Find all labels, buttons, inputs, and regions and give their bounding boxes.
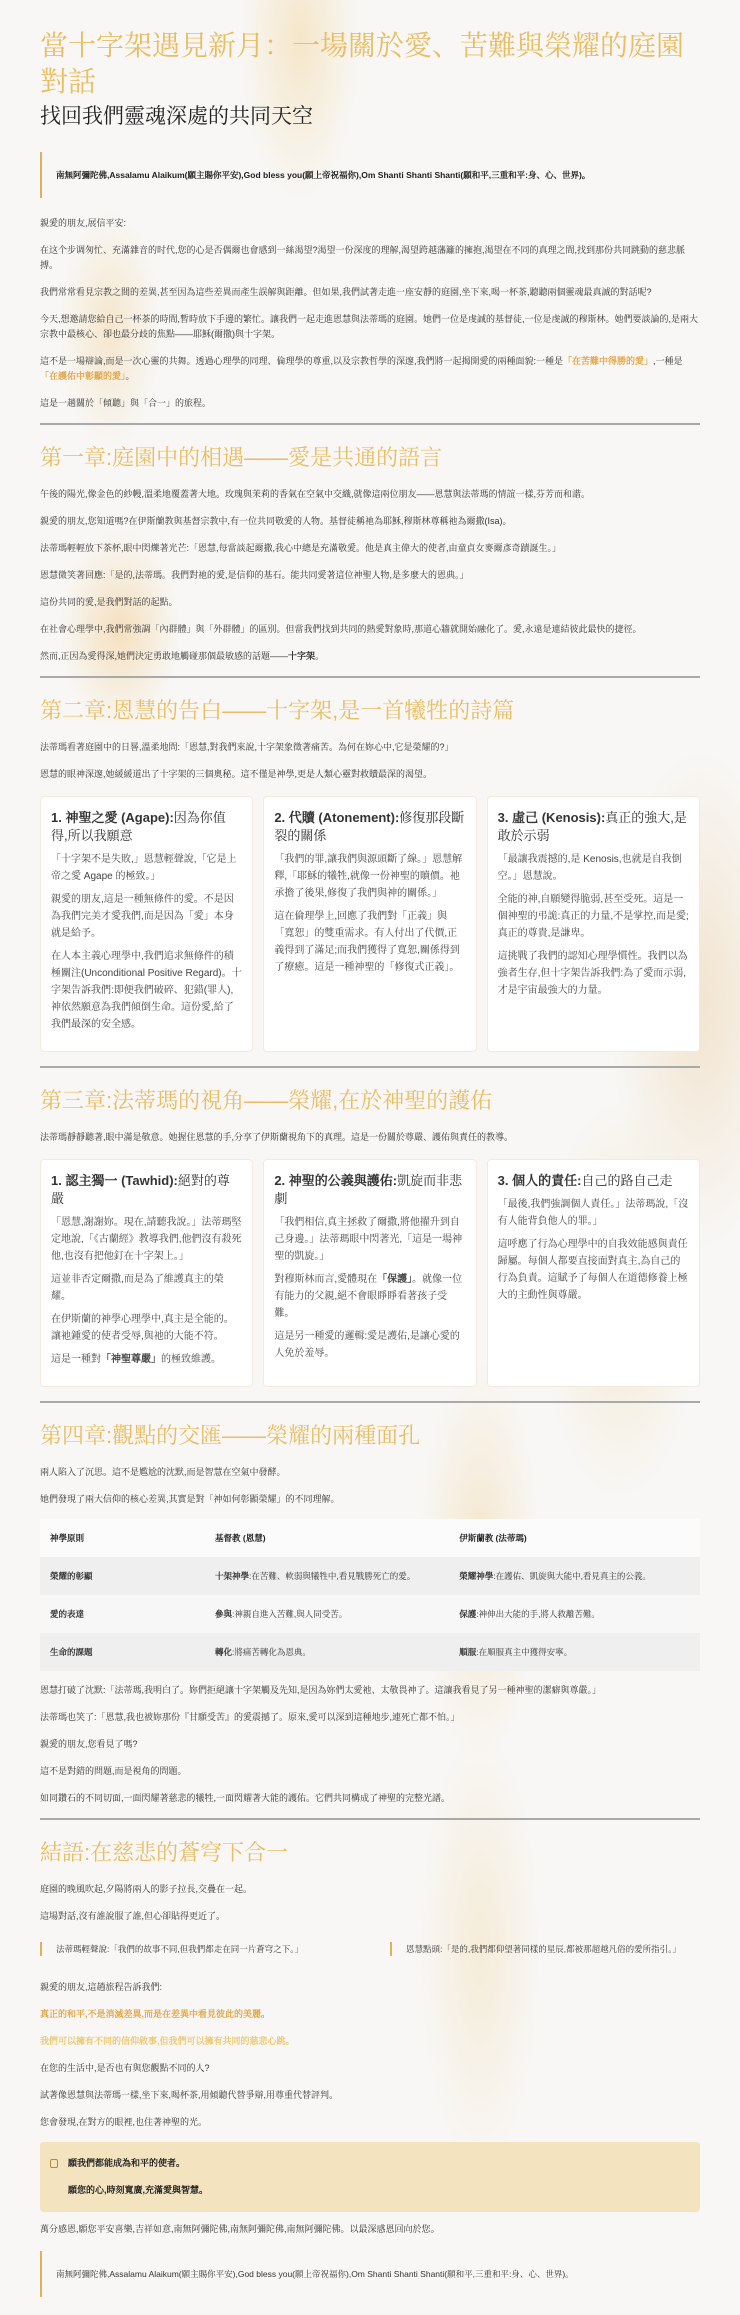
islam-cell [449,1633,700,1671]
card-paragraph [274,1271,465,1322]
card-paragraph: 「恩慧,謝謝妳。現在,請聽我說。」法蒂瑪堅定地說,「《古蘭經》教導我們,他們沒有殺死他,也沒有把他釘在十字架上。」 [51,1217,242,1262]
paragraph: 今天,想邀請您給自己一杯茶的時間,暫時放下手邊的繁忙。讓我們一起走進恩慧與法蒂瑪的庭園。她們一位是虔誠的基督徒,一位是虔誠的穆斯林。她們要談論的,是兩大宗教中最核心、卻也最分歧的焦點——耶穌(爾撒)與十字架。 [40,314,699,339]
divider [40,676,700,678]
prayer-callout [40,2142,700,2212]
card-paragraph: 親愛的朋友,這是一種無條件的愛。不是因為我們完美才愛我們,而是因為「愛」本身就是給予。 [51,894,234,939]
card-group [40,796,700,1052]
text: 然而,正因為愛得深,她們決定勇敢地觸碰那個最敏感的話題—— [40,651,289,661]
paragraph: 萬分感恩,願您平安喜樂,吉祥如意,南無阿彌陀佛,南無阿彌陀佛,南無阿彌陀佛。以最深感恩回向於您。 [40,2224,440,2234]
card-atonement [263,796,476,1052]
chapter-title: 第三章:法蒂瑪的視角——榮耀,在於神聖的護佑 [40,1088,493,1113]
paragraph: 在这个步调匆忙、充滿雜音的时代,您的心是否偶爾也會感到一絲渴望?渴望一份深度的理解,渴望跨越藩籬的擁抱,渴望在不同的真理之間,找到那份共同跳動的慈悲脈搏。 [40,245,686,270]
card-justice-protection [263,1159,476,1387]
cell-text: :在護佑、凱旋與大能中,看見真主的公義。 [493,1571,651,1581]
card-title [274,809,465,845]
card-title-text: 絕對的尊嚴 [51,1173,230,1206]
card-paragraph: 這在倫理學上,回應了我們對「正義」與「寬恕」的雙重需求。有人付出了代價,正義得到了滿足;而我們獲得了寬恕,關係得到了療癒。這是一種神聖的「修復式正義」。 [274,911,460,973]
intro-section [40,216,700,411]
chapter-title: 結語:在慈悲的蒼穹下合一 [40,1840,289,1865]
cell-text: :將痛苦轉化為恩典。 [232,1647,311,1657]
text: 。就像一位有能力的父親,絕不會眼睜睜看著孩子受難。 [274,1274,463,1319]
cell-label: 榮耀神學 [459,1571,494,1581]
table-row [40,1633,700,1671]
cell-text: :在順服真主中獲得安寧。 [476,1647,573,1657]
closing-blessing: 南無阿彌陀佛,Assalamu Alaikum(願主賜你平安),God bless you(願上帝祝福你),Om Shanti Shanti Shanti(願和平,三重和平:身、心、世界)。 [40,2251,700,2297]
emphasis: 「保護」 [377,1274,413,1285]
column-header: 基督教 (恩慧) [205,1519,449,1557]
paragraph: 恩慧的眼神深邃,她緩緩道出了十字架的三個奧秘。這不僅是神學,更是人類心靈對救贖最深的渴望。 [40,769,433,779]
card-title-text: 修復那段斷裂的關係 [274,810,465,843]
table-header-row [40,1519,700,1557]
card-kenosis [487,796,700,1052]
chapter-4 [40,1421,700,1806]
card-group [40,1159,700,1387]
text: ,一種是 [653,356,683,366]
card-title-text: 真正的強大,是敢於示弱 [497,810,687,843]
cell-text: :神伸出大能的手,將人救離苦難。 [476,1609,600,1619]
quote-enhui: 恩慧點頭:「是的,我們都仰望著同樣的星辰,都被那超越凡俗的愛所指引。」 [390,1942,700,1956]
principle: 榮耀的彰顯 [50,1571,93,1581]
table-row [40,1595,700,1633]
highlight-paragraph: 我們可以擁有不同的信仰敘事,但我們可以擁有共同的慈悲心跳。 [40,2036,295,2046]
highlight-paragraph: 真正的和平,不是消滅差異,而是在差異中看見彼此的美麗。 [40,2009,271,2019]
cell-label: 轉化 [215,1647,233,1657]
principle-cell [40,1595,205,1633]
card-paragraph: 這是另一種愛的邏輯:愛是護佑,是讓心愛的人免於羞辱。 [274,1331,460,1359]
paragraph: 午後的陽光,像金色的紗幔,溫柔地覆蓋著大地。玫瑰與茉莉的香氣在空氣中交織,就像這兩位朋友——恩慧與法蒂瑪的情誼一樣,芬芳而和諧。 [40,489,591,499]
comparison-table [40,1519,700,1671]
card-title-term: 3. 個人的責任: [497,1173,582,1188]
cell-label: 參與 [215,1609,233,1619]
text: 的極致維護。 [161,1354,221,1365]
quote-fatima: 法蒂瑪輕聲說:「我們的故事不同,但我們都走在同一片蒼穹之下。」 [40,1942,350,1956]
card-title-term: 1. 認主獨一 (Tawhid): [51,1173,178,1188]
card-paragraph: 這呼應了行為心理學中的自我效能感與責任歸屬。每個人都要直接面對真主,為自己的行為負責。這賦予了每個人在道德修養上極大的主動性與尊嚴。 [497,1239,688,1301]
card-agape [40,796,253,1052]
paragraph: 親愛的朋友,您看見了嗎? [40,1739,138,1749]
article [40,0,700,2297]
paragraph [40,354,700,384]
paragraph: 我們常常看見宗教之間的差異,甚至因為這些差異而產生誤解與距離。但如果,我們試著走進一座安靜的庭園,坐下來,喝一杯茶,聽聽兩個靈魂最真誠的對話呢? [40,287,652,297]
paragraph: 她們發現了兩大信仰的核心差異,其實是對「神如何彰顯榮耀」的不同理解。 [40,1494,340,1504]
chapter-1 [40,443,700,664]
card-title-term: 2. 代贖 (Atonement): [274,810,400,825]
paragraph: 親愛的朋友,這趟旅程告訴我們: [40,1982,163,1992]
card-tawhid [40,1159,253,1387]
paragraph [40,649,700,664]
paragraph: 法蒂瑪看著庭園中的日晷,溫柔地問:「恩慧,對我們來說,十字架象徵著痛苦。為何在妳心中,它是榮耀的?」 [40,742,454,752]
paragraph: 恩慧打破了沈默:「法蒂瑪,我明白了。妳們拒絕讓十字架觸及先知,是因為妳們太愛祂、太敬畏神了。這讓我看見了另一種神聖的潔癖與尊嚴。」 [40,1685,602,1695]
divider [40,423,700,425]
cell-label: 十架神學 [215,1571,250,1581]
paragraph: 法蒂瑪輕輕放下茶杯,眼中閃爍著光芒:「恩慧,每當談起爾撒,我心中總是充滿敬愛。他是真主偉大的使者,由童貞女麥爾彥奇蹟誕生。」 [40,543,562,553]
paragraph: 這場對話,沒有誰說服了誰,但心卻貼得更近了。 [40,1911,226,1921]
card-paragraph: 「最讓我震撼的,是 Kenosis,也就是自我倒空。」恩慧說。 [497,854,682,882]
paragraph: 如同鑽石的不同切面,一面閃耀著慈悲的犧牲,一面閃耀著大能的護佑。它們共同構成了神聖的完整光譜。 [40,1793,451,1803]
card-paragraph: 「最後,我們強調個人責任。」法蒂瑪說,「沒有人能背負他人的罪。」 [497,1199,689,1227]
principle-cell [40,1633,205,1671]
card-title-term: 1. 神聖之愛 (Agape): [51,810,174,825]
emphasis: 「神聖尊嚴」 [101,1354,161,1365]
card-paragraph [51,1351,242,1368]
paragraph: 在您的生活中,是否也有與您觀點不同的人? [40,2063,210,2073]
column-header: 伊斯蘭教 (法蒂瑪) [449,1519,700,1557]
opening-blessing: 南無阿彌陀佛,Assalamu Alaikum(願主賜你平安),God bless you(願上帝祝福你),Om Shanti Shanti Shanti(願和平,三重和平:身、心、世界)。 [40,152,700,198]
christian-cell [205,1595,449,1633]
cell-text: :在苦難、軟弱與犧牲中,看見戰勝死亡的愛。 [249,1571,416,1581]
chapter-title: 第四章:觀點的交匯——榮耀的兩種面孔 [40,1423,421,1448]
divider [40,1818,700,1820]
card-paragraph: 在人本主義心理學中,我們追求無條件的積極關注(Unconditional Positive Regard)。十字架告訴我們:即便我們破碎、犯錯(罪人),神依然願意為我們傾倒生命。這份愛,給了我們最深的安全感。 [51,951,242,1030]
card-paragraph: 這並非否定爾撒,而是為了維護真主的榮耀。 [51,1274,224,1302]
chapter-title: 第一章:庭園中的相遇——愛是共通的語言 [40,445,443,470]
chapter-title: 第二章:恩慧的告白——十字架,是一首犧牲的詩篇 [40,698,515,723]
principle: 愛的表達 [50,1609,85,1619]
card-paragraph: 全能的神,自願變得脆弱,甚至受死。這是一個神聖的弔詭:真正的力量,不是掌控,而是愛;真正的尊貴,是謙卑。 [497,894,689,939]
card-title [51,1172,242,1208]
highlight: 「在護佑中彰顯的愛」 [40,371,126,381]
column-header: 神學原則 [40,1519,205,1557]
divider [40,1401,700,1403]
prayer-line: 願我們都能成為和平的使者。 [68,2158,186,2168]
paragraph: 兩人陷入了沉思。這不是尷尬的沈默,而是智慧在空氣中發酵。 [40,1467,286,1477]
card-title [498,809,689,845]
paragraph: 法蒂瑪靜靜聽著,眼中滿是敬意。她握住恩慧的手,分享了伊斯蘭視角下的真理。這是一份關於尊嚴、護佑與責任的教導。 [40,1132,514,1142]
card-paragraph: 這挑戰了我們的認知心理學慣性。我們以為強者生存,但十字架告訴我們:為了愛而示弱,才是宇宙最強大的力量。 [497,951,688,996]
principle: 生命的課題 [50,1647,93,1657]
card-title-term: 3. 虛己 (Kenosis): [497,810,606,825]
paragraph: 您會發現,在對方的眼裡,也住著神聖的光。 [40,2117,208,2127]
page-subtitle: 找回我們靈魂深處的共同天空 [40,105,313,128]
quote-pair [40,1942,700,1956]
text: 。 [315,651,325,661]
text: 。 [125,371,135,381]
emphasis: 十字架 [288,651,316,661]
card-title [274,1172,465,1208]
card-title-text: 自己的路自己走 [581,1173,673,1188]
paragraph: 恩慧微笑著回應:「是的,法蒂瑪。我們對祂的愛,是信仰的基石。能共同愛著這位神聖人物,是多麼大的恩典。」 [40,570,469,580]
paragraph: 試著像恩慧與法蒂瑪一樣,坐下來,喝杯茶,用傾聽代替爭辯,用尊重代替評判。 [40,2090,339,2100]
note-icon [50,2159,58,2168]
card-title [498,1172,689,1190]
highlight: 「在苦難中得勝的愛」 [563,356,654,366]
paragraph: 這是一趟關於「傾聽」與「合一」的旅程。 [40,398,212,408]
text: 對穆斯林而言,愛體現在 [274,1274,378,1285]
christian-cell [205,1633,449,1671]
prayer-line: 願您的心,時刻寬廣,充滿愛與智慧。 [68,2185,209,2195]
text: 這不是一場辯論,而是一次心靈的共舞。透過心理學的同理、倫理學的尊重,以及宗教哲學的深邃,我們將一起揭開愛的兩種面貌:一種是 [40,356,564,366]
paragraph: 法蒂瑪也笑了:「恩慧,我也被妳那份『甘願受苦』的愛震撼了。原來,愛可以深到這種地步,連死亡都不怕。」 [40,1712,460,1722]
text: 這是一種對 [51,1354,101,1365]
cell-label: 順服 [459,1647,477,1657]
christian-cell [205,1557,449,1595]
paragraph: 親愛的朋友,您知道嗎?在伊斯蘭教與基督宗教中,有一位共同敬愛的人物。基督徒稱祂為耶穌,穆斯林尊稱祂為爾撒(Isa)。 [40,516,512,526]
paragraph: 這不是對錯的問題,而是視角的問題。 [40,1766,187,1776]
page-title: 當十字架遇見新月：一場關於愛、苦難與榮耀的庭園對話 [40,30,685,97]
islam-cell [449,1557,700,1595]
chapter-2 [40,696,700,1052]
islam-cell [449,1595,700,1633]
card-paragraph: 在伊斯蘭的神學心理學中,真主是全能的。讓祂鍾愛的使者受辱,與祂的大能不符。 [51,1314,234,1342]
card-paragraph: 「我們的罪,讓我們與源頭斷了線。」恩慧解釋,「耶穌的犧牲,就像一份神聖的贖價。祂承擔了後果,修復了我們與神的關係。」 [274,854,463,899]
card-paragraph: 「我們相信,真主拯救了爾撒,將他擢升到自己身邊。」法蒂瑪眼中閃著光,「這是一場神聖的凱旋。」 [274,1217,463,1262]
chapter-3 [40,1086,700,1387]
card-responsibility [487,1159,700,1387]
card-paragraph: 「十字架不是失敗,」恩慧輕聲說,「它是上帝之愛 Agape 的極致。」 [51,854,237,882]
card-title-text: 因為你值得,所以我願意 [51,810,226,843]
paragraph: 在社會心理學中,我們常強調「內群體」與「外群體」的區別。但當我們找到共同的熱愛對象時,那道心牆就開始融化了。愛,永遠是連結彼此最快的捷徑。 [40,624,642,634]
divider [40,1066,700,1068]
paragraph: 這份共同的愛,是我們對話的起點。 [40,597,178,607]
card-title-text: 凱旋而非悲劇 [274,1173,463,1206]
card-title [51,809,242,845]
table-row [40,1557,700,1595]
paragraph: 庭園的晚風吹起,夕陽將兩人的影子拉長,交疊在一起。 [40,1884,253,1894]
cell-label: 保護 [459,1609,477,1619]
cell-text: :神親自進入苦難,與人同受苦。 [232,1609,348,1619]
paragraph: 親愛的朋友,展信平安: [40,218,127,228]
conclusion [40,1838,700,2297]
card-title-term: 2. 神聖的公義與護佑: [274,1173,398,1188]
principle-cell [40,1557,205,1595]
